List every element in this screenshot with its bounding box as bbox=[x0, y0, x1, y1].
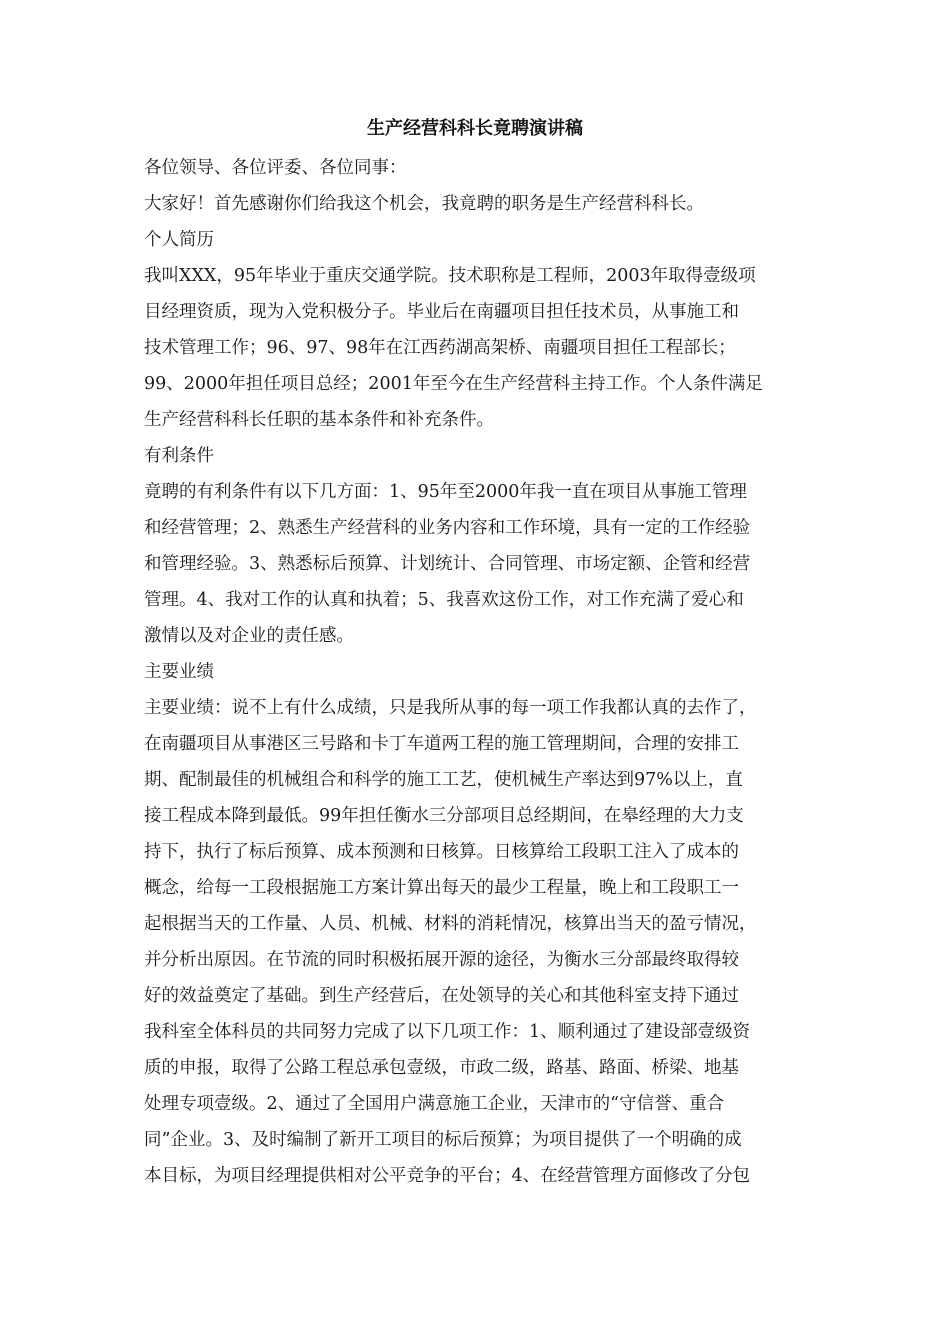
text-line: 主要业绩：说不上有什么成绩，只是我所从事的每一项工作我都认真的去作了， bbox=[144, 698, 757, 718]
text-line: 和管理经验。3、熟悉标后预算、计划统计、合同管理、市场定额、企管和经营 bbox=[144, 554, 751, 574]
text-line: 好的效益奠定了基础。到生产经营后，在处领导的关心和其他科室支持下通过 bbox=[144, 986, 739, 1006]
text-line: 概念，给每一工段根据施工方案计算出每天的最少工程量，晚上和工段职工一 bbox=[144, 878, 739, 898]
text-line: 本目标，为项目经理提供相对公平竞争的平台；4、在经营管理方面修改了分包 bbox=[144, 1166, 751, 1186]
text-line: 起根据当天的工作量、人员、机械、材料的消耗情况，核算出当天的盈亏情况， bbox=[144, 914, 757, 934]
text-line: 我科室全体科员的共同努力完成了以下几项工作：1、顺利通过了建设部壹级资 bbox=[144, 1022, 751, 1042]
section-heading: 主要业绩 bbox=[144, 662, 214, 682]
text-line: 我叫XXX，95年毕业于重庆交通学院。技术职称是工程师，2003年取得壹级项 bbox=[144, 266, 756, 286]
text-line: 并分析出原因。在节流的同时积极拓展开源的途径，为衡水三分部最终取得较 bbox=[144, 950, 739, 970]
text-line: 大家好！首先感谢你们给我这个机会，我竟聘的职务是生产经营科科长。 bbox=[144, 194, 704, 214]
text-line: 竟聘的有利条件有以下几方面：1、95年至2000年我一直在项目从事施工管理 bbox=[144, 482, 747, 502]
text-line: 接工程成本降到最低。99年担任衡水三分部项目总经期间，在皋经理的大力支 bbox=[144, 806, 744, 826]
text-line: 99、2000年担任项目总经；2001年至今在生产经营科主持工作。个人条件满足 bbox=[144, 374, 763, 394]
text-line: 激情以及对企业的责任感。 bbox=[144, 626, 354, 646]
text-line: 持下，执行了标后预算、成本预测和日核算。日核算给工段职工注入了成本的 bbox=[144, 842, 739, 862]
section-heading: 个人简历 bbox=[144, 230, 214, 250]
section-heading: 有利条件 bbox=[144, 446, 214, 466]
document-body bbox=[144, 150, 814, 1194]
text-line: 目经理资质，现为入党积极分子。毕业后在南疆项目担任技术员，从事施工和 bbox=[144, 302, 739, 322]
text-line: 技术管理工作；96、97、98年在江西药湖高架桥、南疆项目担任工程部长； bbox=[144, 338, 736, 358]
document-title: 生产经营科科长竟聘演讲稿 bbox=[367, 118, 583, 139]
text-line: 和经营管理；2、熟悉生产经营科的业务内容和工作环境，具有一定的工作经验 bbox=[144, 518, 751, 538]
text-line: 期、配制最佳的机械组合和科学的施工工艺，使机械生产率达到97%以上，直 bbox=[144, 770, 743, 790]
text-line: 生产经营科科长任职的基本条件和补充条件。 bbox=[144, 410, 494, 430]
text-line: 同”企业。3、及时编制了新开工项目的标后预算；为项目提供了一个明确的成 bbox=[144, 1130, 742, 1150]
text-line: 质的申报，取得了公路工程总承包壹级，市政二级，路基、路面、桥梁、地基 bbox=[144, 1058, 739, 1078]
text-line: 各位领导、各位评委、各位同事： bbox=[144, 158, 407, 178]
text-line: 管理。4、我对工作的认真和执着；5、我喜欢这份工作，对工作充满了爱心和 bbox=[144, 590, 744, 610]
text-line: 处理专项壹级。2、通过了全国用户满意施工企业，天津市的“守信誉、重合 bbox=[144, 1094, 725, 1114]
text-line: 在南疆项目从事港区三号路和卡丁车道两工程的施工管理期间，合理的安排工 bbox=[144, 734, 739, 754]
